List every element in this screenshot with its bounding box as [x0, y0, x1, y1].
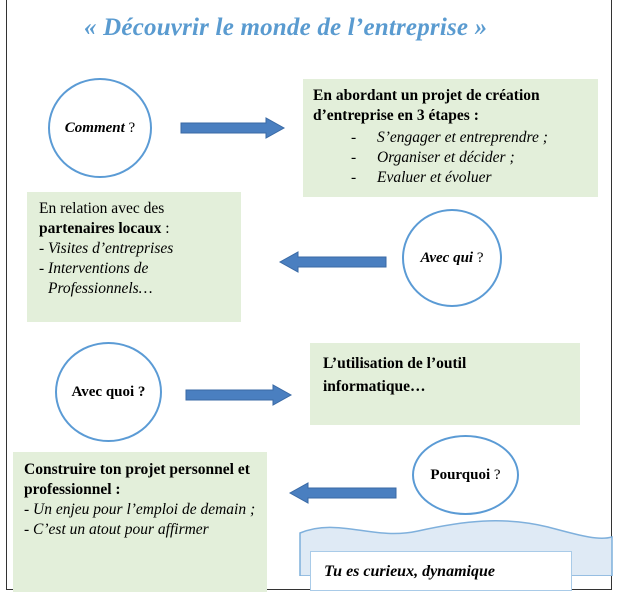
answer-box-avec-quoi: [310, 343, 580, 425]
list-item: - Un enjeu pour l’emploi de demain ;: [24, 501, 256, 518]
question-mark: ?: [476, 249, 484, 266]
answer-box-pourquoi: [13, 452, 267, 592]
box-text: L’utilisation de l’outil informatique…: [323, 355, 467, 395]
question-circle-comment: [48, 78, 152, 178]
list-item: Professionnels…: [48, 280, 153, 297]
box-intro: En relation avec des: [39, 200, 165, 217]
arrow-right-icon: [180, 117, 286, 139]
box-heading: Construire ton projet personnel et professionnel :: [24, 461, 250, 498]
question-circle-avec-quoi: [55, 342, 162, 442]
page-title: « Découvrir le monde de l’entreprise »: [84, 14, 488, 41]
question-circle-pourquoi: [412, 435, 519, 515]
banner-text: Tu es curieux, dynamique: [324, 563, 495, 580]
arrow-right-icon: [185, 384, 293, 406]
question-circle-avec-qui: [402, 209, 502, 307]
question-label: Comment: [64, 119, 125, 136]
list-item: - C’est un atout pour affirmer: [24, 521, 209, 538]
answer-box-comment: [303, 79, 598, 197]
arrow-left-icon: [278, 251, 388, 273]
list-item: - Visites d’entreprises: [39, 240, 174, 257]
list-item: - Evaluer et évoluer: [351, 169, 492, 186]
list-item: - S’engager et entreprendre ;: [351, 129, 548, 146]
box-heading: En abordant un projet de création d’entreprise en 3 étapes :: [313, 87, 540, 124]
question-label: Pourquoi: [430, 466, 491, 483]
question-label: Avec qui: [420, 249, 474, 266]
question-label: Avec quoi ?: [71, 383, 146, 400]
question-mark: ?: [493, 466, 501, 483]
steps-list: [313, 128, 590, 188]
answer-box-avec-qui: [27, 192, 241, 322]
question-mark: ?: [128, 119, 136, 136]
box-colon: :: [161, 220, 170, 237]
list-item: - Organiser et décider ;: [351, 149, 515, 166]
box-heading: partenaires locaux: [39, 220, 162, 237]
arrow-left-icon: [288, 482, 398, 504]
list-item: - Interventions de: [39, 260, 149, 277]
